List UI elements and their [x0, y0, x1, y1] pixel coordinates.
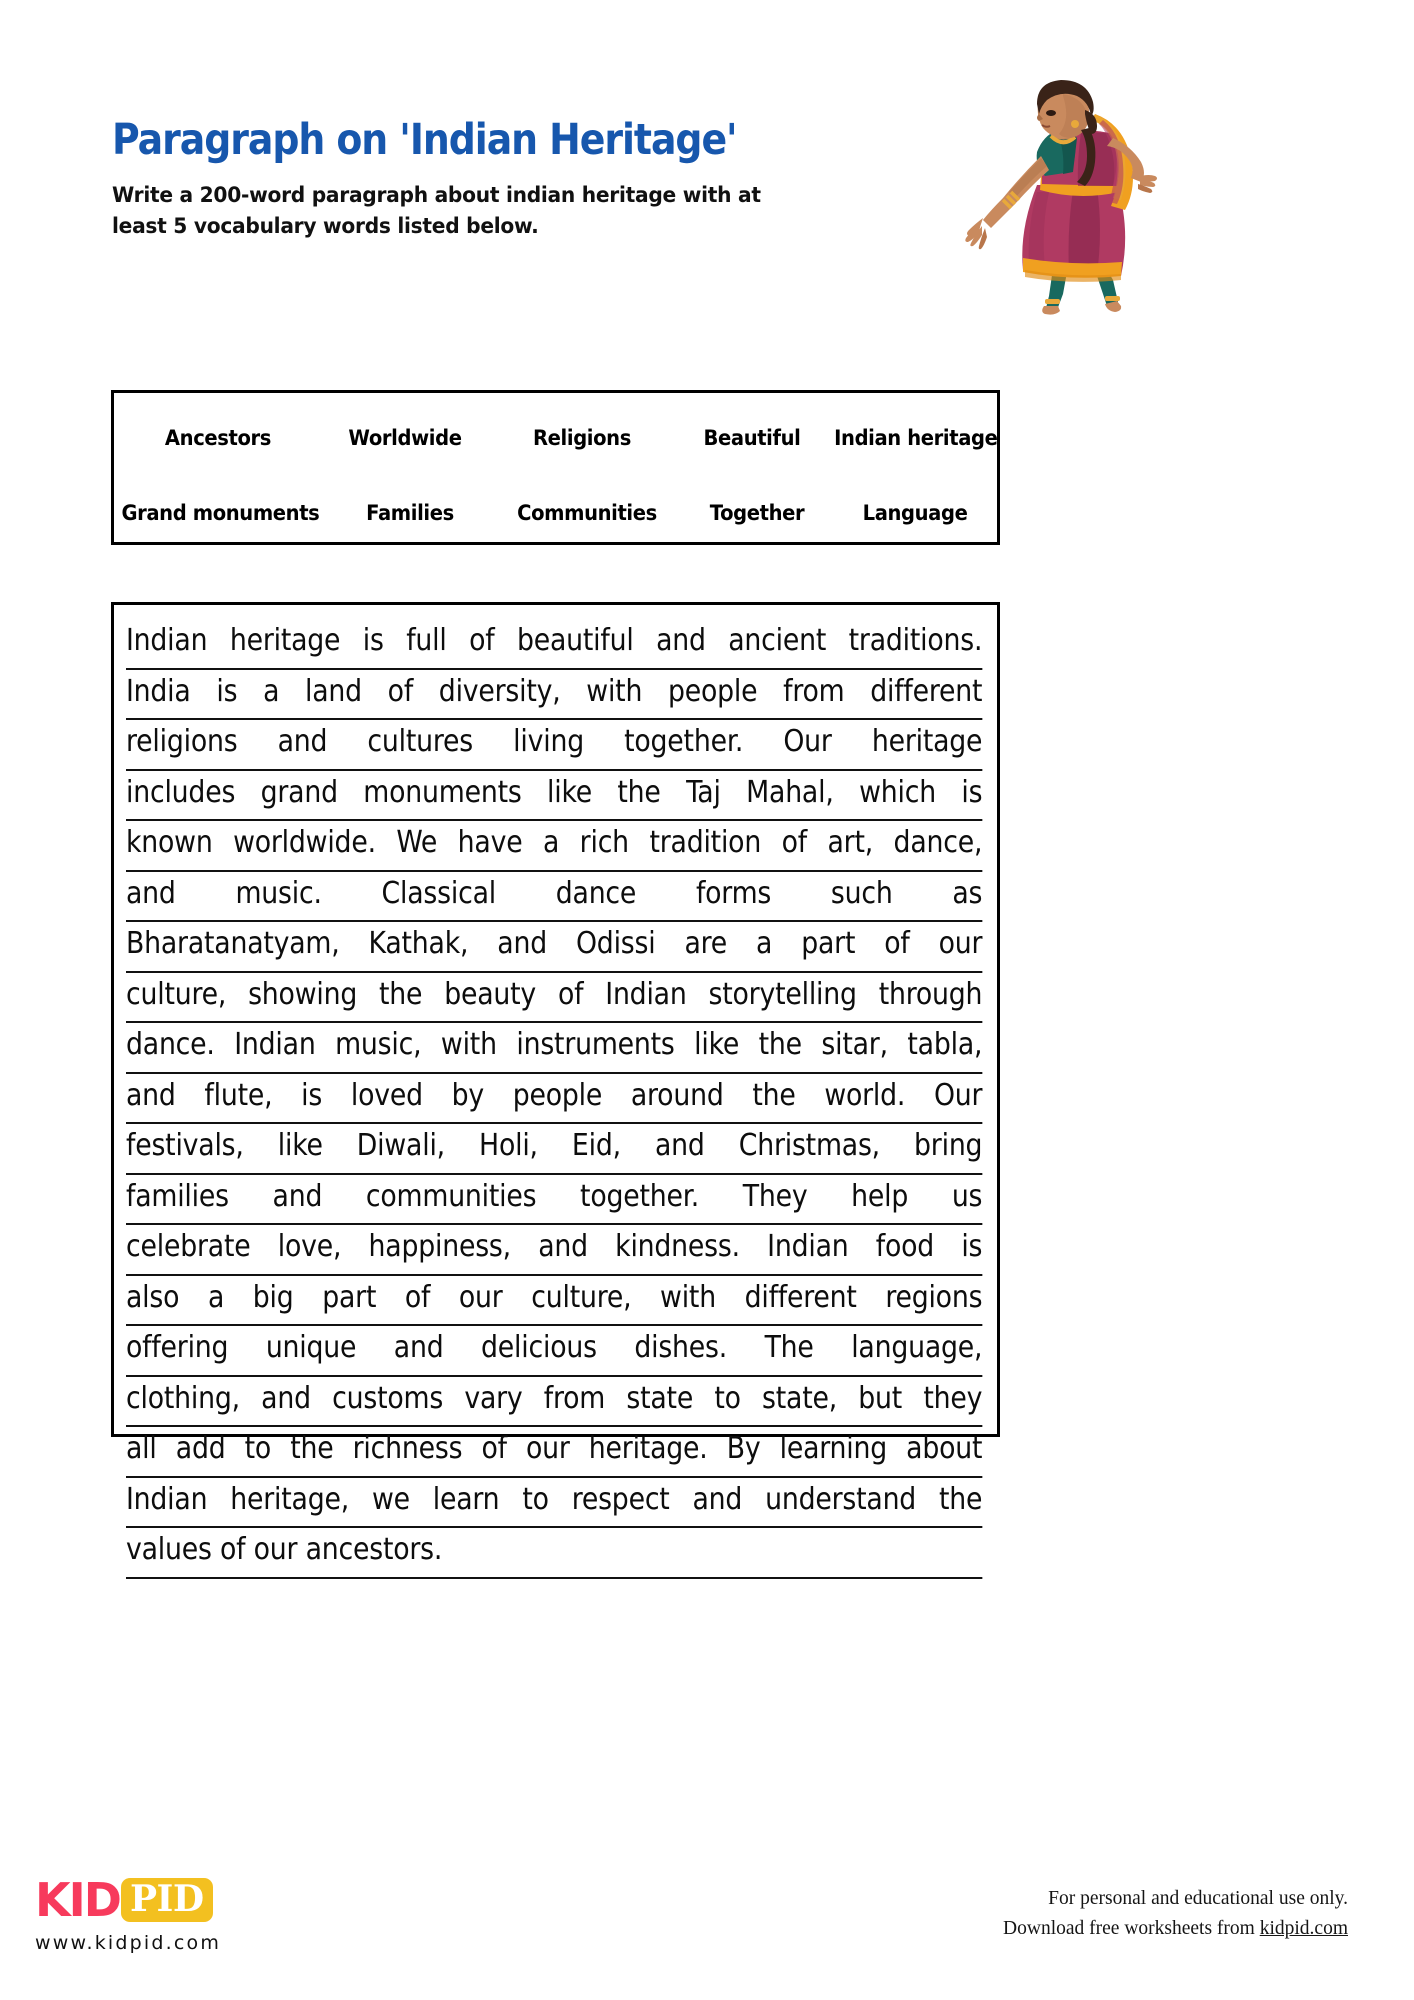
paragraph-word: is — [961, 774, 983, 810]
vocabulary-row — [114, 393, 997, 476]
paragraph-word: Eid, — [571, 1128, 621, 1163]
paragraph-word: Bharatanatyam, — [126, 926, 340, 961]
paragraph-word: unique — [265, 1330, 357, 1365]
footer-note-prefix: Download free worksheets from — [1003, 1918, 1260, 1940]
paragraph-word: celebrate — [126, 1229, 251, 1264]
paragraph-word: storytelling — [708, 976, 857, 1012]
worksheet-instructions: Write a 200-word paragraph about indian heritage with at least 5 vocabulary words listed below. — [112, 183, 761, 239]
paragraph-word: through — [878, 976, 983, 1012]
paragraph-word: the — [290, 1431, 334, 1466]
paragraph-word: Indian — [767, 1229, 849, 1264]
paragraph-word: Indian — [126, 623, 208, 658]
paragraph-word: to — [714, 1380, 741, 1416]
paragraph-word: a — [756, 926, 773, 961]
paragraph-word: festivals, — [126, 1128, 244, 1163]
paragraph-word: a — [263, 673, 280, 709]
paragraph-word: tradition — [649, 825, 762, 860]
paragraph-word: the — [752, 1077, 796, 1113]
paragraph-word: flute, — [204, 1077, 273, 1113]
paragraph-word: of — [884, 926, 910, 961]
paragraph-word: Classical — [381, 875, 496, 911]
paragraph-word: families — [126, 1178, 229, 1214]
paragraph-word: Christmas, — [738, 1128, 880, 1163]
paragraph-word: full — [406, 623, 447, 658]
paragraph-word: with — [660, 1279, 716, 1315]
paragraph-word: is — [216, 673, 238, 709]
paragraph-line — [126, 1124, 982, 1175]
paragraph-word: like — [547, 774, 592, 810]
paragraph-word: dance, — [893, 825, 983, 860]
paragraph-word: also — [126, 1279, 180, 1315]
paragraph-word: of — [469, 623, 495, 658]
paragraph-word: customs — [332, 1380, 444, 1416]
paragraph-word: state — [626, 1380, 694, 1416]
paragraph-word: love, — [277, 1229, 342, 1264]
logo-pid-text: PID — [129, 1878, 204, 1920]
paragraph-word: of — [481, 1431, 507, 1466]
paragraph-word: our — [525, 1431, 570, 1466]
paragraph-word: from — [543, 1380, 606, 1416]
paragraph-word: such — [830, 875, 893, 911]
paragraph-word: dishes. — [634, 1330, 728, 1365]
brand-logo-wrap — [35, 1874, 221, 1954]
paragraph-word: and — [656, 623, 706, 658]
paragraph-line — [126, 1326, 982, 1377]
paragraph-word: richness — [352, 1431, 463, 1466]
paragraph-word: different — [870, 673, 983, 709]
paragraph-word: heritage — [229, 623, 341, 658]
paragraph-word: and — [692, 1481, 743, 1517]
paragraph-word: monuments — [363, 774, 522, 810]
paragraph-word: by — [451, 1077, 484, 1113]
paragraph-text — [114, 605, 997, 1579]
paragraph-word: includes — [126, 774, 236, 810]
paragraph-word: have — [457, 825, 523, 860]
paragraph-word: of — [781, 825, 807, 860]
paragraph-line — [126, 720, 982, 771]
paragraph-line — [126, 1023, 982, 1074]
paragraph-word: together. — [624, 724, 744, 759]
paragraph-word: Indian — [126, 1481, 208, 1517]
paragraph-word: cultures — [367, 724, 474, 759]
paragraph-word: clothing, — [126, 1380, 240, 1416]
paragraph-word: happiness, — [368, 1229, 511, 1264]
paragraph-word: part — [322, 1279, 377, 1315]
vocabulary-word: Indian heritage — [834, 426, 998, 451]
paragraph-word: all — [126, 1431, 157, 1466]
paragraph-answer-box[interactable] — [111, 602, 1000, 1567]
paragraph-line — [126, 1175, 982, 1226]
paragraph-word: and — [393, 1330, 444, 1365]
paragraph-word: living — [513, 724, 584, 759]
paragraph-line — [126, 922, 982, 973]
paragraph-word: Taj — [686, 774, 721, 810]
paragraph-word: instruments — [516, 1027, 675, 1062]
paragraph-line — [126, 1478, 982, 1529]
paragraph-word: dance. — [126, 1027, 215, 1062]
page-title: Paragraph on 'Indian Heritage' — [112, 115, 737, 165]
paragraph-word: around — [630, 1077, 724, 1113]
paragraph-word: world. — [824, 1077, 906, 1113]
paragraph-word: the — [617, 774, 661, 810]
paragraph-line — [126, 1074, 982, 1125]
logo-pid-badge — [121, 1878, 213, 1922]
paragraph-word: kindness. — [615, 1229, 740, 1264]
footer-usage-notes — [1003, 1884, 1348, 1944]
paragraph-word: language, — [851, 1330, 983, 1365]
paragraph-word: showing — [248, 976, 358, 1012]
paragraph-word: bring — [914, 1128, 983, 1163]
paragraph-word: and — [654, 1128, 705, 1163]
paragraph-word: known — [126, 825, 213, 860]
paragraph-word: which — [859, 774, 936, 810]
paragraph-word: of — [404, 1279, 431, 1315]
paragraph-word: people — [667, 673, 758, 709]
paragraph-line — [126, 670, 982, 721]
paragraph-word: the — [758, 1027, 802, 1062]
vocabulary-word: Language — [862, 500, 968, 525]
paragraph-word: We — [396, 825, 438, 860]
paragraph-word: our — [938, 926, 983, 961]
paragraph-word: part — [801, 926, 856, 961]
paragraph-word: tabla, — [907, 1027, 983, 1062]
paragraph-word: values of our ancestors. — [126, 1532, 443, 1567]
paragraph-word: Diwali, — [356, 1128, 445, 1163]
vocabulary-word: Grand monuments — [121, 500, 320, 525]
vocabulary-word: Beautiful — [703, 426, 801, 451]
paragraph-line — [126, 1528, 982, 1579]
paragraph-word: regions — [885, 1279, 983, 1315]
vocabulary-word: Communities — [517, 500, 657, 525]
vocabulary-word: Ancestors — [164, 426, 272, 451]
paragraph-line — [126, 1427, 982, 1478]
paragraph-word: a — [207, 1279, 225, 1315]
paragraph-word: is — [362, 623, 384, 658]
paragraph-line — [126, 1377, 982, 1428]
paragraph-word: with — [440, 1027, 497, 1062]
paragraph-word: religions — [126, 724, 238, 759]
paragraph-word: about — [906, 1431, 983, 1466]
paragraph-word: food — [875, 1229, 935, 1264]
paragraph-word: grand — [260, 774, 338, 810]
paragraph-word: India — [126, 673, 191, 709]
logo-kid-text: KID — [35, 1873, 120, 1927]
paragraph-word: loved — [350, 1077, 423, 1113]
paragraph-word: we — [371, 1481, 410, 1517]
paragraph-word: and — [126, 1077, 176, 1113]
paragraph-word: heritage — [871, 724, 983, 759]
paragraph-line — [126, 821, 982, 872]
paragraph-line — [126, 973, 982, 1024]
footer-note-line-1: For personal and educational use only. — [1048, 1888, 1348, 1909]
paragraph-word: culture, — [531, 1279, 632, 1315]
paragraph-word: different — [744, 1279, 857, 1315]
paragraph-word: Indian — [605, 976, 687, 1012]
paragraph-word: culture, — [126, 976, 227, 1012]
paragraph-word: to — [522, 1481, 549, 1517]
paragraph-word: heritage, — [230, 1481, 350, 1517]
paragraph-word: worldwide. — [233, 825, 376, 860]
paragraph-word: vary — [464, 1380, 523, 1416]
brand-website-url: www.kidpid.com — [35, 1932, 222, 1954]
paragraph-word: offering — [126, 1330, 229, 1365]
paragraph-word: help — [851, 1178, 909, 1214]
paragraph-word: rich — [579, 825, 629, 860]
paragraph-word: with — [586, 673, 643, 709]
paragraph-line — [126, 1225, 982, 1276]
paragraph-word: and — [272, 1178, 323, 1214]
vocabulary-word: Religions — [533, 426, 631, 451]
paragraph-word: the — [379, 976, 423, 1012]
paragraph-word: beautiful — [516, 623, 634, 658]
paragraph-word: respect — [571, 1481, 670, 1517]
paragraph-word: By — [726, 1431, 761, 1466]
paragraph-word: big — [252, 1279, 294, 1315]
paragraph-word: music. — [235, 875, 322, 911]
paragraph-word: Our — [933, 1077, 983, 1113]
paragraph-word: Our — [783, 724, 832, 759]
vocabulary-word: Worldwide — [348, 426, 462, 451]
paragraph-line — [126, 771, 982, 822]
paragraph-word: land — [305, 673, 362, 709]
vocabulary-word: Together — [709, 500, 805, 525]
kidpid-link[interactable]: kidpid.com — [1259, 1918, 1348, 1940]
paragraph-word: learning — [779, 1431, 888, 1466]
paragraph-word: to — [244, 1431, 272, 1466]
paragraph-word: Mahal, — [746, 774, 834, 810]
paragraph-word: Odissi — [575, 926, 656, 961]
paragraph-word: delicious — [481, 1330, 597, 1365]
paragraph-word: sitar, — [821, 1027, 888, 1062]
vocabulary-word-bank — [111, 390, 1000, 545]
paragraph-word: our — [458, 1279, 503, 1315]
paragraph-word: like — [277, 1128, 323, 1163]
paragraph-word: is — [301, 1077, 323, 1113]
paragraph-word: the — [939, 1481, 983, 1517]
paragraph-word: are — [684, 926, 728, 961]
paragraph-line — [126, 619, 982, 670]
paragraph-word: communities — [365, 1178, 537, 1214]
paragraph-word: of — [387, 673, 414, 709]
kidpid-logo — [35, 1874, 221, 1926]
paragraph-word: together. — [580, 1178, 700, 1214]
paragraph-word: ancient — [728, 623, 827, 658]
paragraph-word: is — [961, 1229, 983, 1264]
indian-classical-dancer-illustration — [945, 80, 1160, 315]
paragraph-word: a — [542, 825, 560, 860]
paragraph-word: state, — [762, 1380, 838, 1416]
paragraph-word: understand — [765, 1481, 917, 1517]
paragraph-word: and — [126, 875, 176, 911]
paragraph-word: and — [497, 926, 547, 961]
paragraph-word: traditions. — [848, 623, 983, 658]
paragraph-word: they — [923, 1380, 983, 1416]
paragraph-word: Indian — [234, 1027, 316, 1062]
paragraph-word: like — [694, 1027, 740, 1062]
paragraph-word: The — [764, 1330, 814, 1365]
paragraph-word: forms — [695, 875, 772, 911]
paragraph-word: and — [261, 1380, 311, 1416]
vocabulary-row — [114, 476, 997, 551]
paragraph-word: They — [742, 1178, 808, 1214]
paragraph-word: as — [952, 875, 983, 911]
paragraph-word: Kathak, — [368, 926, 469, 961]
paragraph-word: beauty — [444, 976, 537, 1012]
paragraph-line — [126, 872, 982, 923]
paragraph-word: of — [557, 976, 584, 1012]
paragraph-word: heritage. — [588, 1431, 708, 1466]
paragraph-word: art, — [827, 825, 874, 860]
worksheet-header — [112, 115, 812, 242]
paragraph-word: music, — [335, 1027, 422, 1062]
paragraph-word: and — [538, 1229, 588, 1264]
paragraph-word: diversity, — [438, 673, 561, 709]
paragraph-word: and — [277, 724, 328, 759]
footer-note-line-2 — [1003, 1914, 1348, 1944]
paragraph-word: add — [175, 1431, 226, 1466]
paragraph-word: but — [858, 1380, 903, 1416]
paragraph-word: us — [951, 1178, 983, 1214]
paragraph-word: learn — [432, 1481, 500, 1517]
page-footer — [0, 1862, 1414, 1992]
vocabulary-word: Families — [366, 500, 454, 525]
paragraph-word: from — [783, 673, 845, 709]
paragraph-line — [126, 1276, 982, 1327]
paragraph-word: Holi, — [479, 1128, 538, 1163]
paragraph-word: dance — [555, 875, 637, 911]
paragraph-word: people — [512, 1077, 603, 1113]
